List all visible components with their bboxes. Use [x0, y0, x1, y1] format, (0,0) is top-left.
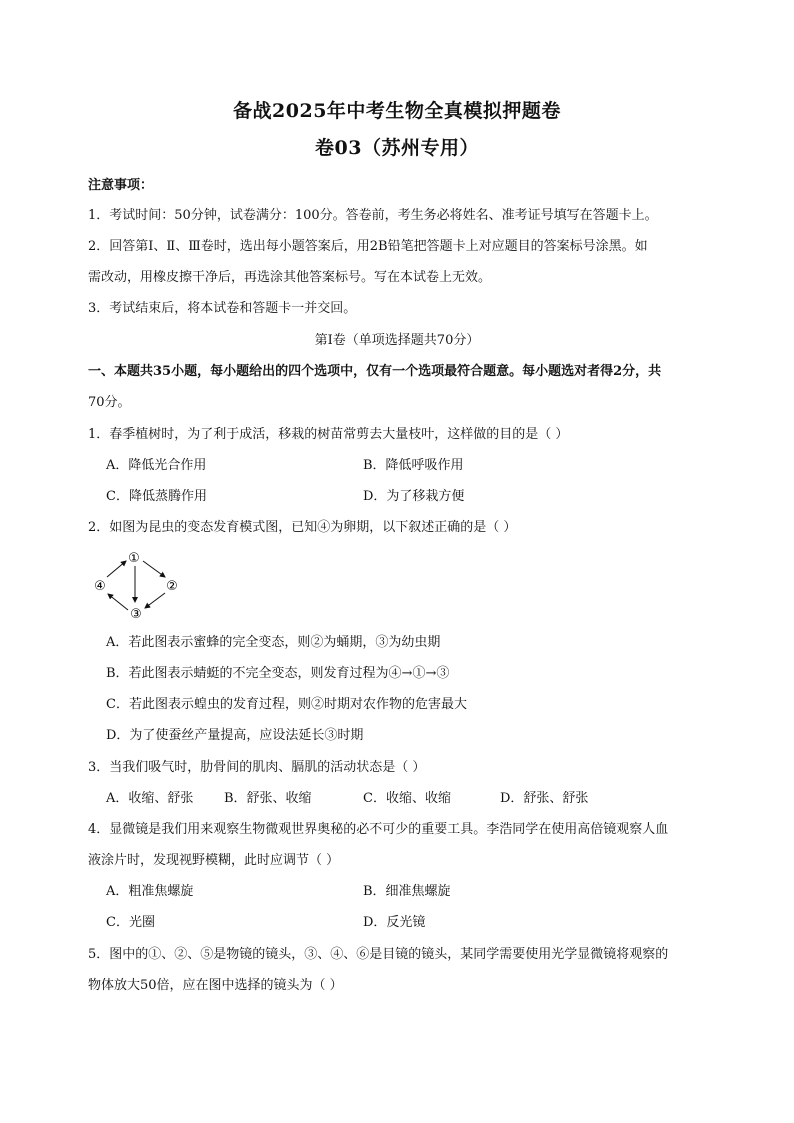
diagram-stage-4: ④ — [94, 579, 106, 594]
question-3-option-b: B．舒张、收缩 — [224, 791, 312, 806]
notice-item: 2．回答第Ⅰ、Ⅱ、Ⅲ卷时，选出每小题答案后，用2B铅笔把答题卡上对应题目的答案标号涂黑。如 — [88, 239, 648, 254]
question-2-option-a: A．若此图表示蜜蜂的完全变态，则②为蛹期，③为幼虫期 — [106, 635, 441, 650]
question-2-option-c: C．若此图表示蝗虫的发育过程，则②时期对农作物的危害最大 — [106, 697, 467, 712]
question-1-option-c: C．降低蒸腾作用 — [106, 489, 207, 504]
diagram-stage-1: ① — [128, 551, 140, 566]
question-3-option-d: D．舒张、舒张 — [500, 791, 589, 806]
diagram-stage-3: ③ — [130, 607, 142, 622]
question-4-option-b: B．细准焦螺旋 — [363, 884, 451, 899]
notice-heading: 注意事项： — [88, 178, 154, 193]
section-title: 第Ⅰ卷（单项选择题共70分） — [314, 333, 480, 348]
exam-subtitle: 卷03（苏州专用） — [315, 137, 479, 159]
question-3-option-c: C．收缩、收缩 — [363, 791, 451, 806]
question-1-option-b: B．降低呼吸作用 — [363, 458, 464, 473]
question-1-option-d: D．为了移栽方便 — [363, 489, 465, 504]
question-4-stem: 4．显微镜是我们用来观察生物微观世界奥秘的必不可少的重要工具。李浩同学在使用高倍镜观察人血 — [88, 822, 669, 837]
diagram-stage-2: ② — [166, 579, 178, 594]
arrow-2-to-3 — [145, 593, 165, 608]
question-4-stem: 液涂片时，发现视野模糊，此时应调节（ ） — [88, 853, 340, 868]
arrow-3-to-4 — [108, 594, 128, 610]
question-2-option-b: B．若此图表示蜻蜓的不完全变态，则发育过程为④→①→③ — [106, 666, 450, 681]
notice-item: 1．考试时间：50分钟，试卷满分：100分。答卷前，考生务必将姓名、准考证号填写在答题卡上。 — [88, 208, 658, 223]
question-3-option-a: A．收缩、舒张 — [106, 791, 194, 806]
notice-item: 需改动，用橡皮擦干净后，再选涂其他答案标号。写在本试卷上无效。 — [88, 270, 492, 285]
question-4-option-c: C．光圈 — [106, 915, 155, 930]
notice-item: 3．考试结束后，将本试卷和答题卡一并交回。 — [88, 301, 357, 316]
arrow-1-to-2 — [143, 561, 165, 577]
question-4-option-a: A．粗准焦螺旋 — [106, 884, 194, 899]
exam-title: 备战2025年中考生物全真模拟押题卷 — [233, 100, 561, 122]
question-3-stem: 3．当我们吸气时，肋骨间的肌肉、膈肌的活动状态是（ ） — [88, 760, 426, 775]
question-2-option-d: D．为了使蚕丝产量提高，应设法延长③时期 — [106, 728, 364, 743]
question-2-stem: 2．如图为昆虫的变态发育模式图，已知④为卵期，以下叙述正确的是（ ） — [88, 520, 517, 535]
question-1-option-a: A．降低光合作用 — [106, 458, 207, 473]
question-5-stem: 物体放大50倍，应在图中选择的镜头为（ ） — [88, 978, 343, 993]
section-instruction: 一、本题共35小题，每小题给出的四个选项中，仅有一个选项最符合题意。每小题选对者得2分，共 — [88, 364, 662, 379]
section-instruction: 70分。 — [88, 395, 131, 410]
arrow-4-to-1 — [107, 561, 126, 577]
question-4-option-d: D．反光镜 — [363, 915, 426, 930]
metamorphosis-cycle-diagram — [88, 546, 188, 626]
question-5-stem: 5．图中的①、②、⑤是物镜的镜头，③、④、⑥是目镜的镜头，某同学需要使用光学显微镜将观察的 — [88, 947, 669, 962]
question-1-stem: 1．春季植树时，为了利于成活，移栽的树苗常剪去大量枝叶，这样做的目的是（ ） — [88, 427, 569, 442]
